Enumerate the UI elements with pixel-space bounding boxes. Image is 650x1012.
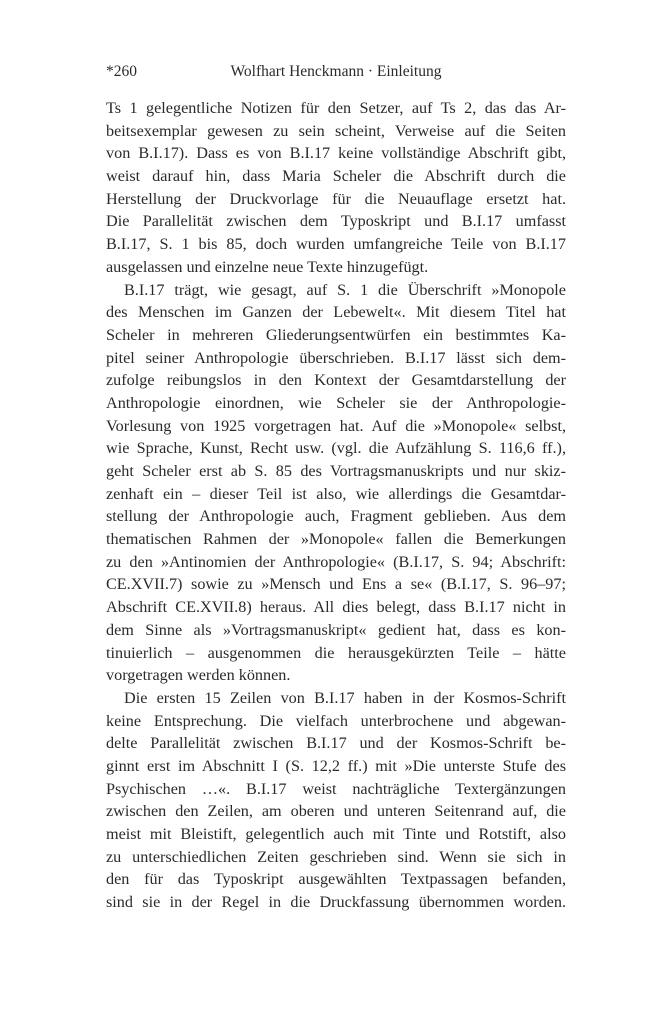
text-line: sind sie in der Regel in die Druckfassung übernommen worden. [106, 893, 566, 912]
text-line: pitel seiner Anthropologie überschrieben. B.I.17 lässt sich dem- [106, 348, 566, 367]
text-line: wie Sprache, Kunst, Recht usw. (vgl. die Aufzählung S. 116,6 ff.), [106, 439, 566, 458]
text-line: B.I.17, S. 1 bis 85, doch wurden umfangreiche Teile von B.I.17 [106, 235, 566, 254]
text-line: stellung der Anthropologie auch, Fragment geblieben. Aus dem [106, 507, 566, 526]
text-line: von B.I.17). Dass es von B.I.17 keine vollständige Abschrift gibt, [106, 144, 566, 163]
running-head: Wolfhart Henckmann · Einleitung [230, 63, 442, 80]
text-line: zwischen den Zeilen, am oberen und unteren Seitenrand auf, die [106, 802, 566, 821]
text-line: Die ersten 15 Zeilen von B.I.17 haben in der Kosmos-Schrift [124, 688, 566, 707]
paragraph-1 [106, 97, 566, 279]
text-line: vorgetragen werden können. [106, 666, 291, 685]
text-line: Herstellung der Druckvorlage für die Neuauflage ersetzt hat. [106, 189, 566, 208]
text-line: ginnt erst im Abschnitt I (S. 12,2 ff.) mit »Die unterste Stufe des [106, 756, 566, 775]
text-line: tinuierlich – ausgenommen die herausgekürzten Teile – hätte [106, 643, 566, 662]
text-line: geht Scheler erst ab S. 85 des Vortragsmanuskripts und nur skiz- [106, 462, 566, 480]
text-line: ausgelassen und einzelne neue Texte hinzugefügt. [106, 257, 429, 276]
text-line: Anthropologie einordnen, wie Scheler sie der Anthropologie- [106, 393, 566, 412]
text-line: zenhaft ein – dieser Teil ist also, wie allerdings die Gesamtdar- [106, 484, 566, 503]
text-line: dem Sinne als »Vortragsmanuskript« gedient hat, dass es kon- [106, 620, 566, 639]
text-line: delte Parallelität zwischen B.I.17 und der Kosmos-Schrift be- [106, 734, 566, 753]
text-line: des Menschen im Ganzen der Lebewelt«. Mit diesem Titel hat [106, 303, 566, 322]
text-line: thematischen Rahmen der »Monopole« fallen die Bemerkungen [106, 530, 566, 549]
text-line: B.I.17 trägt, wie gesagt, auf S. 1 die Überschrift »Monopole [124, 280, 566, 299]
text-line: keine Entsprechung. Die vielfach unterbrochene und abgewan- [106, 711, 566, 730]
text-line: meist mit Bleistift, gelegentlich auch mit Tinte und Rotstift, also [106, 825, 566, 843]
text-line: Ts 1 gelegentliche Notizen für den Setzer, auf Ts 2, das das Ar- [106, 99, 566, 117]
text-line: zu unterschiedlichen Zeiten geschrieben sind. Wenn sie sich in [106, 847, 566, 866]
text-line: Abschrift CE.XVII.8) heraus. All dies belegt, dass B.I.17 nicht in [106, 598, 566, 617]
text-line: CE.XVII.7) sowie zu »Mensch und Ens a se« (B.I.17, S. 96–97; [106, 575, 566, 594]
text-line: beitsexemplar gewesen zu sein scheint, Verweise auf die Seiten [106, 121, 566, 140]
page-body [106, 97, 566, 914]
text-line: weist darauf hin, dass Maria Scheler die Abschrift durch die [106, 167, 566, 186]
text-line: zu den »Antinomien der Anthropologie« (B.I.17, S. 94; Abschrift: [106, 552, 566, 571]
text-line: Scheler in mehreren Gliederungsentwürfen ein bestimmtes Ka- [106, 325, 566, 344]
text-line: Psychischen …«. B.I.17 weist nachträgliche Textergänzungen [106, 779, 566, 798]
text-line: Vorlesung von 1925 vorgetragen hat. Auf die »Monopole« selbst, [106, 416, 566, 435]
page-header [106, 60, 566, 84]
text-line: den für das Typoskript ausgewählten Textpassagen befanden, [106, 870, 566, 889]
text-line: Die Parallelität zwischen dem Typoskript und B.I.17 umfasst [106, 212, 566, 231]
paragraph-2 [106, 279, 566, 687]
paragraph-3 [106, 687, 566, 914]
text-line: zufolge reibungslos in den Kontext der Gesamtdarstellung der [106, 371, 566, 390]
page-number: *260 [106, 63, 137, 80]
